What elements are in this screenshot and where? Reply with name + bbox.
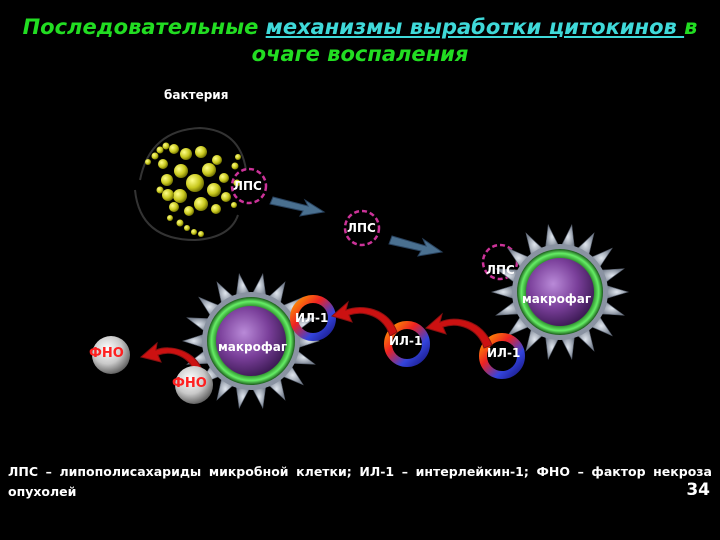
il1-label-3: ИЛ-1	[487, 346, 521, 360]
spike	[606, 285, 628, 298]
title-link[interactable]: механизмы выработки цитокинов	[265, 15, 685, 39]
tnf-label-2: ФНО	[172, 376, 207, 391]
red-arrow-3	[426, 314, 492, 348]
lps-label-3: ЛПС	[486, 263, 515, 277]
arrow-bacteria-to-lps	[270, 197, 324, 216]
macrophage-left-label: макрофаг	[218, 340, 288, 354]
bacteria-icon	[145, 143, 241, 238]
red-arrow-2	[332, 302, 397, 336]
macrophage-right-label: макрофаг	[522, 292, 592, 306]
il1-label-2: ИЛ-1	[389, 334, 423, 348]
tnf-label-1: ФНО	[89, 346, 124, 361]
lps-label-2: ЛПС	[347, 221, 376, 235]
arrow-lps-to-macrophage	[389, 236, 442, 256]
title-part-1: Последовательные	[22, 15, 266, 39]
page-number: 34	[686, 480, 710, 500]
title-part-2: в очаге воспаления	[251, 15, 698, 66]
bacteria-cluster	[135, 128, 246, 240]
il1-label-1: ИЛ-1	[295, 311, 329, 325]
spike	[183, 334, 205, 348]
lps-label-1: ЛПС	[233, 179, 262, 193]
bacteria-label: бактерия	[164, 88, 229, 102]
spike	[492, 285, 514, 298]
footnote: ЛПС – липополисахариды микробной клетки; ИЛ-1 – интерлейкин-1; ФНО – фактор некроза опухолей	[8, 464, 712, 499]
